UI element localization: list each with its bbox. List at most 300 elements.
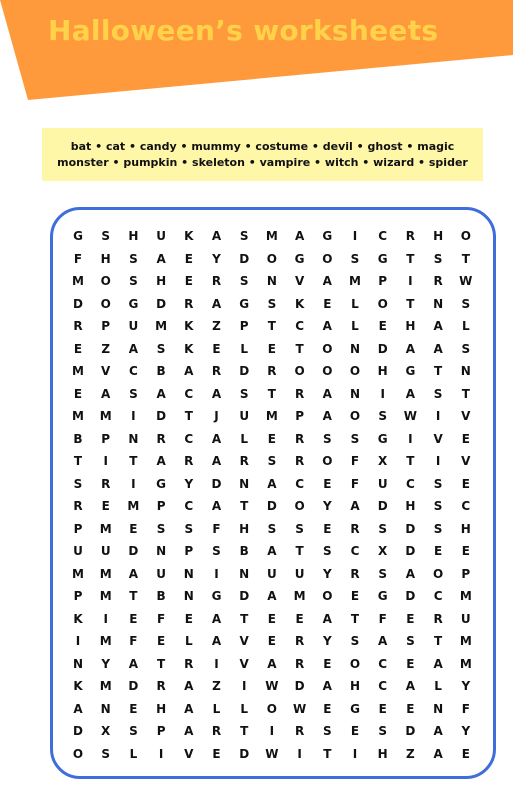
grid-letter: O — [322, 589, 333, 603]
grid-letter: E — [267, 431, 276, 446]
grid-letter: R — [294, 454, 305, 468]
word-bank-line-2: monster • pumpkin • skeleton • vampire • witch • wizard • spider — [57, 155, 468, 169]
grid-letter: U — [377, 476, 388, 491]
grid-letter: L — [240, 341, 249, 356]
grid-letter: W — [403, 409, 418, 423]
grid-letter: O — [322, 341, 333, 356]
grid-letter: S — [73, 476, 83, 491]
grid-letter: N — [128, 431, 139, 446]
grid-letter: N — [460, 364, 471, 378]
grid-letter: H — [377, 364, 388, 378]
grid-letter: A — [101, 386, 111, 401]
grid-letter: S — [267, 454, 277, 468]
grid-letter: V — [461, 454, 471, 468]
grid-letter: D — [239, 589, 250, 603]
grid-letter: N — [349, 341, 361, 356]
grid-letter: N — [156, 544, 167, 558]
grid-letter: I — [103, 454, 108, 468]
grid-letter: A — [322, 611, 332, 626]
grid-letter: S — [129, 274, 138, 288]
grid-letter: T — [240, 724, 249, 738]
grid-letter: W — [265, 746, 279, 761]
grid-letter: A — [405, 386, 416, 401]
grid-letter: U — [239, 409, 250, 423]
grid-letter: M — [155, 319, 168, 333]
grid-letter: O — [349, 656, 361, 671]
grid-letter: M — [127, 499, 140, 513]
grid-letter: L — [461, 319, 470, 333]
grid-letter: A — [322, 386, 332, 401]
grid-letter: F — [156, 611, 166, 626]
grid-letter: B — [73, 431, 83, 446]
grid-letter: P — [239, 319, 249, 333]
grid-letter: R — [294, 431, 305, 446]
grid-letter: A — [322, 319, 332, 333]
grid-letter: A — [211, 431, 222, 446]
grid-letter: C — [350, 544, 360, 558]
grid-letter: R — [101, 476, 111, 491]
grid-letter: C — [433, 589, 443, 603]
grid-letter: I — [131, 476, 136, 491]
grid-letter: Y — [184, 476, 194, 491]
grid-letter: E — [73, 341, 83, 356]
word-bank — [42, 128, 483, 181]
grid-letter: G — [211, 589, 222, 603]
grid-letter: I — [158, 746, 164, 761]
grid-letter: A — [211, 296, 222, 311]
grid-letter: M — [265, 409, 278, 423]
grid-letter: S — [295, 521, 304, 536]
grid-letter: T — [406, 251, 415, 266]
grid-letter: S — [212, 544, 221, 558]
grid-letter: R — [294, 656, 305, 671]
grid-letter: I — [408, 274, 413, 288]
grid-letter: O — [100, 296, 111, 311]
grid-letter: O — [266, 251, 277, 266]
grid-letter: E — [73, 386, 83, 401]
grid-letter: G — [128, 296, 139, 311]
grid-letter: P — [73, 521, 83, 536]
grid-letter: R — [267, 364, 277, 378]
grid-letter: E — [323, 476, 332, 491]
grid-letter: T — [406, 454, 415, 468]
grid-letter: E — [350, 589, 360, 603]
grid-letter: T — [350, 611, 360, 626]
grid-letter: E — [212, 746, 221, 761]
grid-letter: I — [131, 409, 136, 423]
grid-letter: P — [156, 724, 166, 738]
grid-letter: M — [72, 274, 84, 288]
grid-letter: A — [184, 679, 194, 693]
grid-letter: R — [294, 386, 305, 401]
grid-letter: L — [129, 746, 138, 761]
grid-letter: S — [433, 499, 443, 513]
grid-letter: S — [433, 521, 443, 536]
grid-letter: H — [349, 679, 361, 693]
grid-letter: O — [322, 454, 333, 468]
page-title: Halloween’s worksheets — [48, 14, 439, 47]
grid-letter: Z — [212, 679, 221, 693]
grid-letter: D — [377, 499, 388, 513]
grid-letter: K — [184, 319, 194, 333]
grid-letter: N — [266, 274, 277, 288]
grid-letter: V — [184, 746, 194, 761]
grid-letter: F — [73, 251, 83, 266]
grid-letter: O — [460, 229, 471, 243]
grid-letter: L — [434, 679, 442, 693]
grid-letter: A — [433, 656, 443, 671]
grid-letter: I — [75, 634, 81, 648]
grid-letter: E — [129, 701, 138, 716]
grid-letter: M — [293, 589, 306, 603]
grid-letter: G — [377, 251, 388, 266]
grid-letter: O — [294, 364, 305, 378]
grid-letter: V — [433, 431, 443, 446]
grid-letter: C — [461, 499, 471, 513]
grid-letter: M — [459, 634, 472, 648]
grid-letter: S — [129, 386, 138, 401]
grid-letter: I — [103, 611, 108, 626]
grid-letter: L — [240, 701, 249, 716]
grid-letter: H — [377, 746, 388, 761]
grid-letter: N — [239, 476, 250, 491]
grid-letter: D — [211, 476, 222, 491]
grid-letter: A — [433, 746, 443, 761]
grid-letter: S — [156, 521, 166, 536]
grid-letter: S — [433, 476, 443, 491]
grid-letter: M — [99, 409, 112, 423]
grid-letter: E — [101, 499, 110, 513]
grid-letter: F — [461, 701, 470, 716]
grid-letter: C — [184, 386, 194, 401]
grid-letter: R — [350, 566, 360, 581]
grid-letter: M — [99, 589, 112, 603]
grid-letter: A — [322, 409, 332, 423]
grid-letter: A — [267, 589, 277, 603]
grid-letter: A — [184, 364, 194, 378]
grid-letter: A — [433, 319, 443, 333]
grid-letter: T — [434, 634, 443, 648]
grid-letter: G — [239, 296, 250, 311]
grid-letter: S — [239, 229, 249, 243]
grid-letter: M — [265, 229, 278, 243]
grid-letter: X — [378, 544, 388, 558]
grid-letter: T — [434, 364, 443, 378]
grid-letter: D — [128, 679, 139, 693]
grid-letter: C — [405, 476, 415, 491]
grid-letter: O — [322, 251, 333, 266]
grid-letter: N — [433, 701, 444, 716]
grid-letter: G — [73, 229, 83, 243]
grid-letter: I — [214, 656, 219, 671]
grid-letter: S — [461, 341, 471, 356]
grid-letter: W — [265, 679, 279, 693]
grid-letter: O — [349, 409, 361, 423]
grid-letter: Y — [101, 656, 111, 671]
grid-letter: T — [73, 454, 83, 468]
grid-letter: V — [239, 634, 249, 648]
grid-letter: E — [129, 611, 138, 626]
grid-letter: F — [378, 611, 387, 626]
grid-letter: S — [378, 409, 388, 423]
grid-letter: I — [435, 454, 441, 468]
grid-letter: I — [241, 679, 247, 693]
grid-letter: R — [350, 521, 360, 536]
grid-letter: W — [459, 274, 473, 288]
grid-letter: I — [435, 409, 441, 423]
grid-letter: S — [350, 251, 360, 266]
grid-letter: H — [460, 521, 471, 536]
grid-letter: T — [461, 386, 470, 401]
grid-letter: L — [240, 431, 249, 446]
grid-letter: H — [433, 229, 444, 243]
grid-letter: D — [73, 724, 83, 738]
grid-letter: Z — [101, 341, 111, 356]
grid-letter: I — [352, 746, 358, 761]
grid-letter: E — [406, 656, 415, 671]
grid-letter: A — [128, 566, 139, 581]
grid-letter: G — [294, 251, 305, 266]
grid-letter: S — [378, 521, 388, 536]
grid-letter: Z — [212, 319, 221, 333]
grid-letter: N — [349, 386, 361, 401]
grid-letter: E — [184, 251, 193, 266]
grid-letter: S — [101, 746, 111, 761]
grid-letter: Y — [461, 724, 471, 738]
grid-letter: E — [378, 319, 387, 333]
grid-letter: D — [405, 589, 416, 603]
grid-letter: F — [129, 634, 138, 648]
grid-letter: T — [267, 386, 276, 401]
grid-letter: G — [322, 229, 333, 243]
grid-letter: A — [267, 476, 277, 491]
grid-letter: Z — [406, 746, 415, 761]
grid-letter: K — [73, 611, 83, 626]
grid-letter: E — [406, 701, 415, 716]
grid-letter: O — [100, 274, 111, 288]
grid-letter: Y — [461, 679, 471, 693]
grid-letter: S — [378, 566, 388, 581]
grid-letter: R — [405, 229, 416, 243]
grid-letter: L — [351, 319, 359, 333]
grid-letter: V — [239, 656, 249, 671]
grid-letter: A — [294, 229, 305, 243]
grid-letter: T — [129, 454, 138, 468]
grid-letter: D — [128, 544, 139, 558]
grid-letter: S — [433, 251, 443, 266]
grid-letter: A — [267, 544, 277, 558]
grid-letter: B — [239, 544, 249, 558]
grid-letter: U — [267, 566, 277, 581]
grid-letter: O — [432, 566, 444, 581]
grid-letter: S — [406, 634, 415, 648]
grid-letter: U — [73, 544, 83, 558]
grid-letter: K — [294, 296, 305, 311]
grid-letter: E — [323, 656, 332, 671]
grid-letter: H — [239, 521, 250, 536]
grid-letter: O — [322, 364, 333, 378]
grid-letter: K — [184, 341, 194, 356]
grid-letter: E — [323, 701, 332, 716]
grid-letter: P — [378, 274, 388, 288]
grid-letter: W — [292, 701, 307, 716]
grid-letter: T — [295, 341, 304, 356]
grid-letter: A — [350, 499, 360, 513]
grid-letter: D — [239, 746, 250, 761]
grid-letter: C — [378, 656, 388, 671]
grid-letter: V — [101, 364, 111, 378]
grid-letter: R — [211, 274, 222, 288]
grid-letter: R — [211, 724, 222, 738]
grid-letter: I — [269, 724, 275, 738]
grid-letter: E — [461, 544, 470, 558]
grid-letter: R — [73, 499, 83, 513]
grid-letter: A — [73, 701, 83, 716]
grid-letter: R — [156, 679, 166, 693]
grid-letter: E — [461, 476, 470, 491]
word-bank-line-1: bat • cat • candy • mummy • costume • devil • ghost • magic — [70, 139, 455, 153]
grid-letter: P — [461, 566, 471, 581]
grid-letter: U — [128, 319, 139, 333]
grid-letter: B — [156, 364, 166, 378]
grid-letter: T — [184, 409, 193, 423]
grid-letter: A — [184, 701, 194, 716]
grid-letter: O — [349, 364, 361, 378]
grid-letter: A — [267, 656, 277, 671]
grid-letter: H — [100, 251, 111, 266]
grid-letter: E — [323, 521, 332, 536]
grid-letter: E — [433, 544, 443, 558]
grid-letter: Y — [212, 251, 221, 266]
grid-letter: P — [101, 431, 111, 446]
grid-letter: C — [184, 431, 194, 446]
grid-letter: A — [433, 724, 443, 738]
grid-letter: A — [211, 386, 222, 401]
grid-letter: E — [156, 634, 166, 648]
grid-letter: C — [378, 679, 388, 693]
grid-letter: O — [266, 701, 277, 716]
grid-letter: D — [405, 544, 416, 558]
grid-letter: E — [129, 521, 138, 536]
grid-letter: N — [183, 589, 194, 603]
grid-letter: A — [128, 656, 139, 671]
grid-letter: V — [294, 274, 305, 288]
grid-letter: T — [267, 319, 276, 333]
grid-letter: T — [240, 499, 249, 513]
grid-letter: S — [239, 274, 249, 288]
grid-letter: H — [128, 229, 139, 243]
grid-letter: C — [295, 319, 304, 333]
grid-letter: I — [352, 229, 358, 243]
grid-letter: H — [405, 499, 416, 513]
grid-letter: E — [323, 296, 332, 311]
grid-letter: S — [350, 634, 360, 648]
grid-letter: N — [239, 566, 250, 581]
grid-letter: L — [212, 701, 221, 716]
grid-letter: H — [156, 274, 167, 288]
grid-letter: R — [184, 656, 194, 671]
grid-letter: T — [406, 296, 415, 311]
grid-letter: S — [433, 386, 443, 401]
grid-letter: G — [350, 701, 360, 716]
grid-letter: G — [377, 431, 388, 446]
grid-letter: L — [184, 634, 193, 648]
grid-letter: E — [378, 701, 387, 716]
grid-letter: A — [156, 454, 166, 468]
grid-letter: D — [377, 341, 388, 356]
grid-letter: M — [459, 656, 472, 671]
grid-letter: R — [73, 319, 83, 333]
grid-letter: M — [349, 274, 361, 288]
grid-letter: M — [72, 409, 84, 423]
grid-letter: T — [157, 656, 166, 671]
grid-letter: E — [406, 611, 415, 626]
grid-letter: E — [267, 341, 276, 356]
grid-letter: Y — [322, 566, 332, 581]
grid-letter: S — [322, 431, 332, 446]
grid-letter: J — [214, 409, 219, 423]
grid-letter: M — [72, 364, 84, 378]
grid-letter: I — [408, 431, 413, 446]
grid-letter: M — [99, 634, 112, 648]
grid-letter: S — [461, 296, 471, 311]
grid-letter: I — [214, 566, 219, 581]
grid-letter: S — [129, 251, 138, 266]
grid-letter: C — [128, 364, 138, 378]
grid-letter: E — [267, 611, 276, 626]
grid-letter: A — [211, 229, 222, 243]
grid-letter: N — [183, 566, 194, 581]
grid-letter: T — [295, 544, 304, 558]
grid-letter: D — [73, 296, 83, 311]
grid-letter: S — [184, 521, 194, 536]
grid-letter: A — [322, 679, 332, 693]
grid-letter: P — [184, 544, 194, 558]
grid-letter: V — [461, 409, 471, 423]
grid-letter: T — [323, 746, 332, 761]
grid-letter: E — [212, 341, 221, 356]
grid-letter: A — [211, 611, 222, 626]
grid-letter: S — [156, 341, 166, 356]
grid-letter: R — [184, 296, 194, 311]
grid-letter: M — [72, 566, 84, 581]
grid-letter: A — [156, 386, 166, 401]
grid-letter: N — [72, 656, 84, 671]
grid-letter: C — [295, 476, 304, 491]
grid-letter: G — [156, 476, 167, 491]
grid-letter: S — [322, 544, 332, 558]
grid-letter: D — [239, 364, 250, 378]
grid-letter: A — [211, 634, 222, 648]
grid-letter: C — [184, 499, 194, 513]
grid-letter: A — [211, 454, 222, 468]
grid-letter: D — [405, 521, 416, 536]
grid-letter: F — [350, 476, 360, 491]
grid-letter: R — [156, 431, 166, 446]
grid-letter: N — [100, 701, 111, 716]
grid-letter: O — [294, 499, 305, 513]
grid-letter: U — [156, 566, 166, 581]
grid-letter: A — [211, 499, 222, 513]
grid-letter: D — [405, 724, 416, 738]
grid-letter: S — [267, 296, 277, 311]
grid-letter: K — [73, 679, 83, 693]
grid-letter: D — [239, 251, 250, 266]
grid-letter: U — [100, 544, 111, 558]
grid-letter: M — [99, 521, 112, 536]
grid-letter: F — [212, 521, 221, 536]
grid-letter: E — [461, 746, 470, 761]
